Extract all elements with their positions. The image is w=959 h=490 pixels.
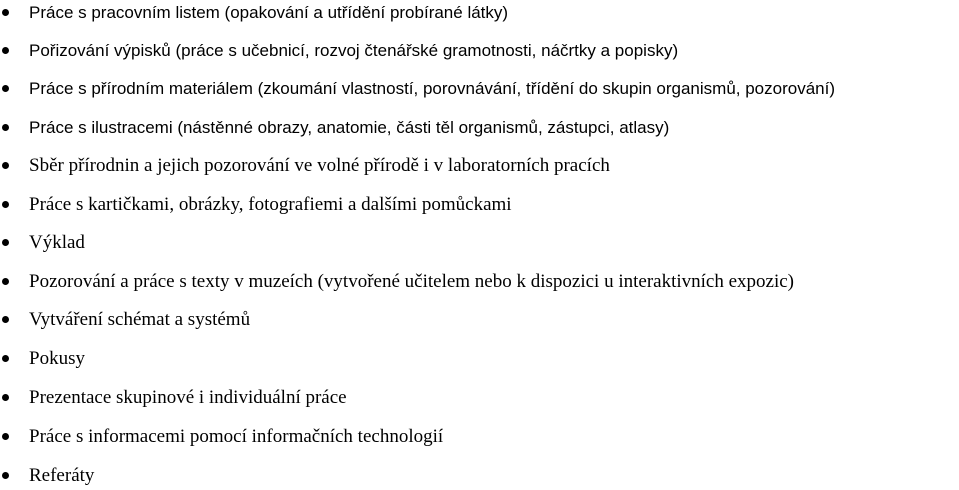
- list-item-text: Práce s pracovním listem (opakování a utřídění probírané látky): [29, 3, 509, 22]
- list-item-text: Pozorování a práce s texty v muzeích (vytvořené učitelem nebo k dispozici u interaktivních expozic): [29, 271, 795, 292]
- list-item-text: Vytváření schémat a systémů: [29, 309, 251, 330]
- list-item: [0, 424, 959, 450]
- list-item: [0, 463, 959, 489]
- bullet-icon: [2, 201, 9, 208]
- bullet-icon: [2, 9, 9, 16]
- list-item-text: Pokusy: [29, 348, 85, 369]
- bullet-icon: [2, 316, 9, 323]
- bullet-icon: [2, 472, 9, 479]
- bullet-icon: [2, 239, 9, 246]
- list-item-text: Referáty: [29, 465, 95, 486]
- list-item-text: Pořizování výpisků (práce s učebnicí, rozvoj čtenářské gramotnosti, náčrtky a popisky): [29, 41, 679, 60]
- list-item: [0, 38, 959, 64]
- list-item-text: Výklad: [29, 232, 85, 253]
- list-item: [0, 153, 959, 179]
- bullet-icon: [2, 124, 9, 131]
- bullet-icon: [2, 355, 9, 362]
- list-item: [0, 192, 959, 218]
- list-item: [0, 0, 959, 26]
- list-item: [0, 346, 959, 372]
- bullet-icon: [2, 47, 9, 54]
- bullet-icon: [2, 394, 9, 401]
- bullet-icon: [2, 162, 9, 169]
- list-item-text: Práce s ilustracemi (nástěnné obrazy, anatomie, části těl organismů, zástupci, atlasy): [29, 118, 670, 137]
- list-item: [0, 307, 959, 333]
- bullet-icon: [2, 85, 9, 92]
- list-item-text: Práce s přírodním materiálem (zkoumání vlastností, porovnávání, třídění do skupin organismů, pozorování): [29, 79, 835, 98]
- list-item: [0, 385, 959, 411]
- list-item: [0, 76, 959, 102]
- list-item-text: Prezentace skupinové i individuální práce: [29, 387, 347, 408]
- list-item-text: Práce s informacemi pomocí informačních technologií: [29, 426, 444, 447]
- list-item: [0, 230, 959, 256]
- list-item-text: Práce s kartičkami, obrázky, fotografiemi a dalšími pomůckami: [29, 194, 512, 215]
- list-item-text: Sběr přírodnin a jejich pozorování ve volné přírodě i v laboratorních pracích: [29, 155, 610, 176]
- list-item: [0, 269, 959, 295]
- bullet-icon: [2, 433, 9, 440]
- list-item: [0, 115, 959, 141]
- bullet-icon: [2, 278, 9, 285]
